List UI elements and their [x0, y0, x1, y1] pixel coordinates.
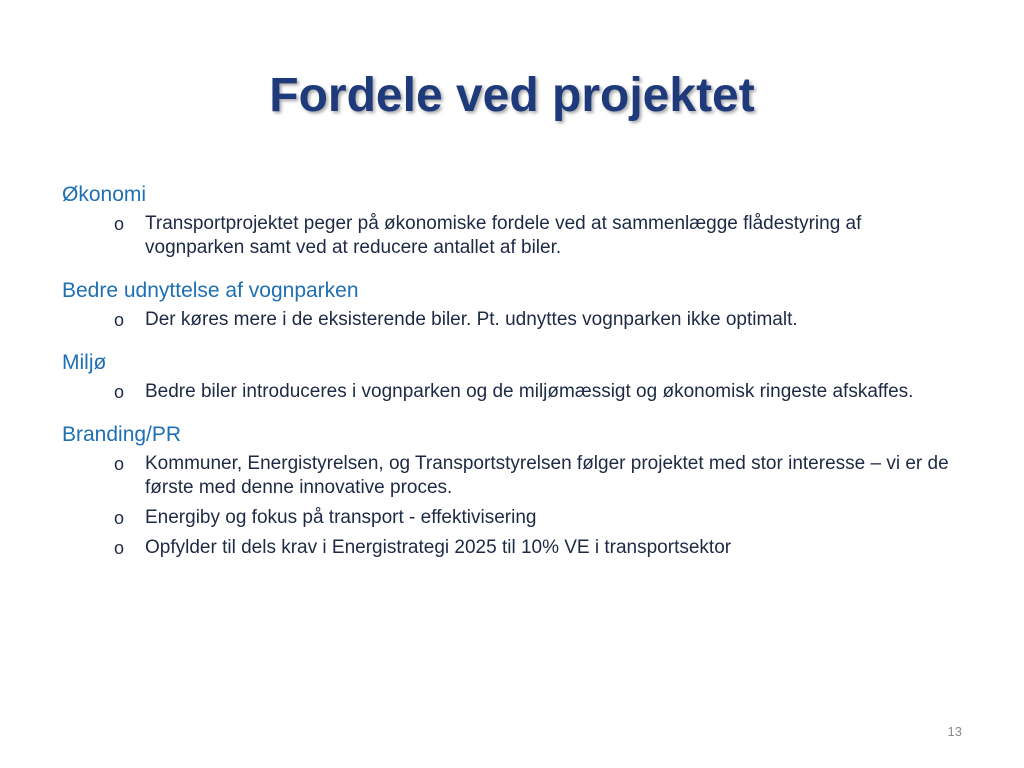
section-branding-pr — [62, 420, 962, 560]
bullet-item — [62, 308, 962, 332]
section-miljo — [62, 348, 962, 404]
bullet-item — [62, 452, 962, 500]
section-heading: Branding/PR — [62, 423, 182, 446]
bullet-list — [62, 380, 962, 404]
bullet-text: Bedre biler introduceres i vognparken og de miljømæssigt og økonomisk ringeste afskaffes. — [145, 381, 914, 402]
bullet-list — [62, 212, 962, 260]
bullet-circle-icon: o — [114, 310, 125, 330]
bullet-list — [62, 308, 962, 332]
bullet-circle-icon: o — [114, 538, 125, 558]
slide-title: Fordele ved projektet — [269, 69, 755, 122]
bullet-item — [62, 212, 962, 260]
section-heading: Økonomi — [62, 183, 147, 206]
bullet-text: Kommuner, Energistyrelsen, og Transportstyrelsen følger projektet med stor interesse – vi er de første med denne innovative proces. — [145, 453, 949, 498]
bullet-circle-icon: o — [114, 214, 125, 234]
bullet-item — [62, 536, 962, 560]
bullet-list — [62, 452, 962, 560]
bullet-text: Energiby og fokus på transport - effektivisering — [145, 507, 537, 528]
bullet-text: Transportprojektet peger på økonomiske fordele ved at sammenlægge flådestyring af vognparken samt ved at reducere antallet af biler. — [145, 213, 862, 258]
bullet-text: Der køres mere i de eksisterende biler. Pt. udnyttes vognparken ikke optimalt. — [145, 309, 798, 330]
bullet-item — [62, 380, 962, 404]
bullet-item — [62, 506, 962, 530]
section-bedre-udnyttelse — [62, 276, 962, 332]
bullet-circle-icon: o — [114, 508, 125, 528]
bullet-text: Opfylder til dels krav i Energistrategi 2025 til 10% VE i transportsektor — [145, 537, 732, 558]
bullet-circle-icon: o — [114, 454, 125, 474]
section-okonomi — [62, 180, 962, 260]
section-heading: Miljø — [62, 351, 107, 374]
section-heading: Bedre udnyttelse af vognparken — [62, 279, 359, 302]
bullet-circle-icon: o — [114, 382, 125, 402]
slide-content — [62, 180, 962, 576]
page-number: 13 — [947, 724, 962, 739]
